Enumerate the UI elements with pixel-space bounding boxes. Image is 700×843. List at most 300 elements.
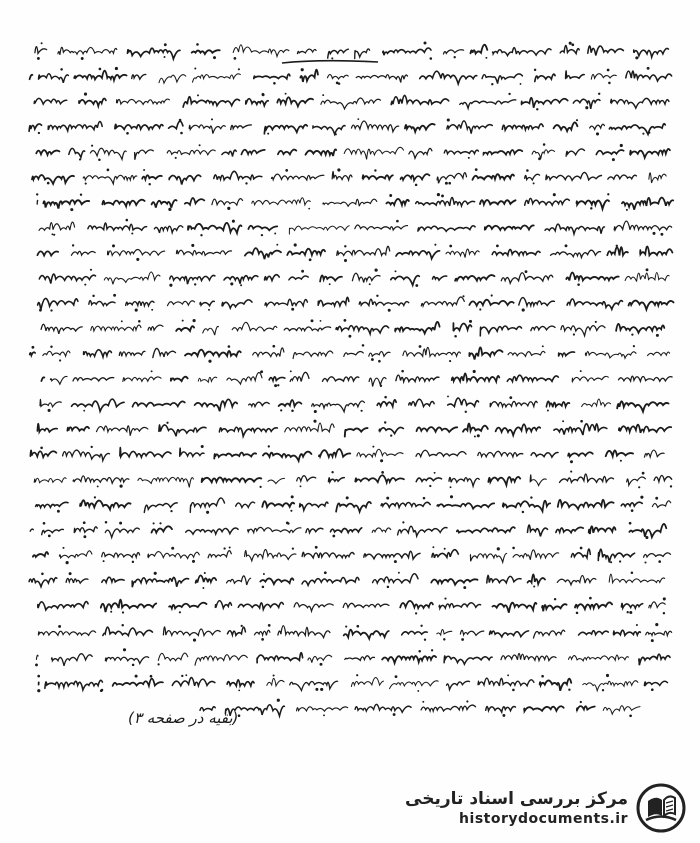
ink-dot bbox=[112, 244, 115, 247]
ink-word bbox=[30, 450, 56, 457]
ink-dot bbox=[415, 612, 417, 614]
ink-dot bbox=[126, 219, 129, 222]
ink-word bbox=[222, 150, 236, 157]
ink-dot bbox=[437, 193, 440, 196]
ink-dot bbox=[629, 522, 632, 525]
ink-dot bbox=[171, 547, 174, 550]
ink-dot bbox=[313, 420, 316, 423]
book-pages-icon bbox=[636, 783, 686, 833]
ink-dot bbox=[607, 69, 610, 72]
ink-word bbox=[228, 627, 246, 635]
ink-dot bbox=[38, 132, 40, 134]
ink-dot bbox=[417, 690, 419, 692]
ink-dot bbox=[525, 270, 528, 273]
ink-word bbox=[238, 602, 283, 609]
ink-word bbox=[313, 126, 345, 135]
ink-word bbox=[421, 297, 464, 306]
ink-word bbox=[608, 175, 637, 179]
ink-dot bbox=[655, 497, 658, 500]
ink-word bbox=[269, 377, 285, 381]
ink-word bbox=[227, 373, 262, 385]
ink-dot bbox=[175, 157, 177, 159]
ink-word bbox=[297, 476, 316, 481]
ink-word bbox=[508, 351, 545, 356]
ink-underline bbox=[282, 61, 378, 63]
ink-word bbox=[74, 527, 97, 533]
ink-dot bbox=[423, 497, 426, 500]
ink-dot bbox=[245, 182, 247, 184]
ink-word bbox=[185, 198, 205, 205]
ink-word bbox=[420, 71, 477, 84]
ink-word bbox=[433, 276, 447, 280]
ink-word bbox=[391, 276, 420, 286]
ink-dot bbox=[153, 522, 155, 524]
ink-word bbox=[598, 549, 634, 562]
ink-word bbox=[152, 200, 177, 208]
ink-dot bbox=[570, 471, 572, 473]
ink-word bbox=[532, 150, 554, 159]
ink-word bbox=[252, 198, 310, 205]
ink-word bbox=[469, 347, 502, 359]
ink-dot bbox=[509, 396, 512, 399]
ink-word bbox=[222, 300, 252, 308]
ink-word bbox=[554, 424, 607, 435]
ink-dot bbox=[290, 510, 292, 512]
ink-word bbox=[522, 98, 568, 108]
ink-dot bbox=[381, 471, 384, 474]
ink-dot bbox=[646, 268, 649, 271]
ink-dot bbox=[402, 521, 404, 523]
ink-dot bbox=[629, 611, 632, 614]
ink-word bbox=[102, 200, 144, 207]
handwritten-line bbox=[39, 219, 672, 237]
ink-word bbox=[236, 502, 255, 507]
ink-word bbox=[41, 324, 82, 334]
ink-dot bbox=[362, 344, 365, 347]
ink-dot bbox=[40, 447, 43, 450]
ink-word bbox=[614, 221, 671, 230]
ink-dot bbox=[320, 688, 323, 691]
ink-word bbox=[203, 326, 219, 335]
ink-dot bbox=[98, 159, 101, 162]
ink-word bbox=[582, 399, 611, 407]
ink-word bbox=[32, 175, 74, 184]
ink-dot bbox=[48, 409, 51, 412]
ink-dot bbox=[534, 69, 536, 71]
ink-word bbox=[254, 74, 290, 79]
ink-word bbox=[444, 656, 492, 664]
ink-dot bbox=[320, 320, 322, 322]
ink-dot bbox=[179, 119, 182, 122]
ink-dot bbox=[121, 320, 123, 322]
ink-word bbox=[437, 173, 466, 184]
ink-dot bbox=[204, 572, 206, 574]
ink-dot bbox=[576, 612, 579, 615]
ink-dot bbox=[223, 547, 225, 549]
ink-dot bbox=[543, 143, 546, 146]
ink-word bbox=[105, 528, 139, 537]
ink-dot bbox=[606, 674, 609, 677]
ink-dot bbox=[663, 597, 666, 600]
ink-dot bbox=[462, 295, 464, 297]
ink-dot bbox=[474, 436, 476, 438]
ink-dot bbox=[398, 572, 400, 574]
ink-dot bbox=[533, 585, 535, 587]
ink-word bbox=[396, 375, 439, 382]
ink-word bbox=[480, 200, 516, 204]
ink-word bbox=[630, 149, 670, 158]
ink-word bbox=[591, 74, 616, 80]
ink-dot bbox=[315, 546, 318, 549]
ink-word bbox=[344, 352, 364, 357]
ink-dot bbox=[285, 93, 287, 95]
ink-dot bbox=[533, 182, 535, 184]
ink-dot bbox=[380, 385, 382, 387]
ink-word bbox=[272, 174, 324, 180]
ink-dot bbox=[314, 410, 317, 413]
ink-word bbox=[255, 630, 270, 635]
ink-dot bbox=[308, 208, 310, 210]
ink-word bbox=[649, 602, 665, 608]
ink-dot bbox=[589, 597, 592, 600]
ink-dot bbox=[291, 495, 294, 498]
ink-word bbox=[337, 246, 390, 255]
ink-word bbox=[431, 579, 477, 585]
ink-dot bbox=[357, 118, 359, 120]
ink-word bbox=[621, 603, 642, 608]
handwritten-line bbox=[38, 623, 671, 642]
ink-word bbox=[265, 275, 280, 281]
ink-dot bbox=[422, 701, 424, 703]
ink-dot bbox=[85, 183, 87, 185]
ink-word bbox=[634, 48, 669, 57]
ink-dot bbox=[37, 57, 40, 60]
ink-dot bbox=[424, 639, 426, 641]
ink-dot bbox=[454, 335, 457, 338]
ink-dot bbox=[238, 68, 240, 70]
ink-dot bbox=[469, 320, 472, 323]
ink-word bbox=[524, 706, 564, 711]
ink-word bbox=[158, 653, 188, 661]
ink-dot bbox=[387, 586, 390, 589]
ink-dot bbox=[285, 169, 288, 172]
ink-word bbox=[409, 148, 432, 158]
ink-word bbox=[142, 175, 162, 179]
ink-word bbox=[502, 124, 543, 130]
ink-word bbox=[34, 98, 67, 104]
handwritten-line bbox=[41, 370, 672, 387]
ink-word bbox=[41, 377, 44, 381]
ink-dot bbox=[50, 309, 52, 311]
ink-dot bbox=[337, 168, 340, 171]
ink-dot bbox=[541, 675, 544, 678]
ink-word bbox=[557, 575, 596, 584]
ink-word bbox=[355, 475, 404, 482]
ink-word bbox=[90, 148, 126, 159]
ink-word bbox=[416, 198, 475, 206]
ink-dot bbox=[192, 560, 195, 563]
ink-word bbox=[186, 528, 238, 534]
ink-dot bbox=[273, 82, 276, 85]
ink-word bbox=[52, 654, 93, 666]
ink-word bbox=[306, 149, 337, 156]
ink-dot bbox=[181, 675, 183, 677]
ink-dot bbox=[640, 496, 643, 499]
ink-word bbox=[352, 121, 399, 132]
ink-word bbox=[138, 477, 194, 487]
ink-word bbox=[102, 577, 124, 582]
ink-dot bbox=[449, 360, 451, 362]
ink-dot bbox=[580, 420, 583, 423]
ink-dot bbox=[434, 244, 436, 246]
ink-dot bbox=[420, 625, 422, 627]
ink-word bbox=[418, 226, 475, 232]
ink-word bbox=[169, 175, 201, 184]
ink-word bbox=[336, 502, 371, 512]
ink-word bbox=[66, 578, 88, 583]
handwritten-line bbox=[35, 648, 670, 666]
ink-dot bbox=[619, 560, 621, 562]
ink-dot bbox=[107, 169, 110, 172]
ink-word bbox=[39, 74, 69, 83]
ink-dot bbox=[374, 169, 376, 171]
ink-dot bbox=[97, 485, 99, 487]
ink-word bbox=[88, 223, 147, 230]
ink-word bbox=[486, 706, 516, 712]
ink-word bbox=[417, 427, 458, 432]
ink-word bbox=[329, 478, 345, 482]
ink-word bbox=[382, 656, 436, 663]
ink-word bbox=[482, 74, 522, 84]
ink-word bbox=[373, 574, 418, 583]
ink-word bbox=[290, 681, 338, 690]
ink-dot bbox=[157, 663, 159, 665]
ink-word bbox=[277, 97, 313, 106]
ink-word bbox=[540, 679, 572, 691]
ink-word bbox=[471, 45, 488, 54]
ink-word bbox=[128, 48, 181, 59]
ink-word bbox=[556, 527, 583, 532]
ink-dot bbox=[522, 511, 524, 513]
ink-word bbox=[542, 604, 567, 611]
ink-word bbox=[30, 529, 33, 531]
handwritten-line bbox=[39, 268, 669, 287]
ink-word bbox=[501, 653, 556, 660]
ink-word bbox=[37, 200, 38, 204]
ink-word bbox=[83, 175, 137, 184]
ink-dot bbox=[660, 233, 663, 236]
ink-dot bbox=[461, 638, 464, 641]
ink-word bbox=[480, 326, 521, 336]
ink-word bbox=[306, 528, 323, 532]
ink-dot bbox=[60, 68, 63, 71]
ink-dot bbox=[194, 283, 196, 285]
ink-dot bbox=[607, 193, 609, 195]
ink-word bbox=[168, 301, 195, 306]
ink-dot bbox=[50, 346, 52, 348]
ink-word bbox=[245, 248, 281, 259]
ink-word bbox=[289, 226, 349, 234]
ink-word bbox=[241, 150, 264, 155]
ink-word bbox=[287, 249, 325, 255]
ink-dot bbox=[565, 244, 568, 247]
ink-dot bbox=[580, 547, 583, 550]
watermark-text bbox=[405, 788, 628, 828]
ink-dot bbox=[292, 547, 294, 549]
ink-dot bbox=[228, 345, 231, 348]
ink-word bbox=[97, 426, 148, 436]
ink-dot bbox=[361, 410, 363, 412]
ink-dot bbox=[512, 689, 515, 692]
ink-word bbox=[614, 630, 641, 635]
ink-word bbox=[351, 677, 383, 686]
ink-dot bbox=[276, 244, 278, 246]
ink-word bbox=[386, 199, 409, 205]
ink-dot bbox=[447, 118, 450, 121]
ink-dot bbox=[232, 220, 235, 223]
ink-word bbox=[492, 249, 540, 255]
ink-word bbox=[453, 323, 471, 331]
ink-dot bbox=[538, 157, 541, 160]
ink-word bbox=[30, 352, 36, 355]
ink-dot bbox=[37, 675, 40, 678]
ink-word bbox=[300, 70, 318, 82]
ink-word bbox=[248, 527, 301, 532]
ink-word bbox=[212, 199, 243, 205]
ink-dot bbox=[119, 522, 122, 525]
ink-word bbox=[260, 578, 293, 584]
ink-dot bbox=[259, 486, 261, 488]
handwritten-line bbox=[34, 93, 669, 111]
ink-word bbox=[355, 704, 411, 712]
ink-dot bbox=[526, 169, 529, 172]
ink-word bbox=[644, 681, 667, 685]
ink-dot bbox=[262, 586, 265, 589]
ink-dot bbox=[37, 689, 40, 692]
ink-word bbox=[626, 71, 672, 81]
ink-dot bbox=[324, 571, 327, 574]
handwritten-line bbox=[30, 521, 666, 539]
ink-word bbox=[58, 47, 117, 55]
ink-dot bbox=[651, 639, 654, 642]
ink-dot bbox=[154, 572, 157, 575]
ink-word bbox=[80, 500, 130, 509]
ink-dot bbox=[642, 133, 644, 135]
ink-dot bbox=[485, 57, 487, 59]
ink-word bbox=[645, 450, 665, 457]
ink-dot bbox=[573, 333, 575, 335]
ink-word bbox=[40, 399, 61, 406]
ink-word bbox=[249, 402, 270, 406]
ink-dot bbox=[670, 485, 672, 487]
handwritten-line bbox=[35, 42, 669, 60]
ink-word bbox=[192, 50, 220, 54]
ink-dot bbox=[274, 384, 277, 387]
ink-word bbox=[490, 401, 537, 407]
ink-word bbox=[485, 225, 534, 229]
ink-word bbox=[530, 475, 546, 486]
ink-dot bbox=[658, 560, 661, 563]
ink-word bbox=[219, 427, 277, 436]
ink-dot bbox=[166, 422, 168, 424]
ink-word bbox=[323, 377, 359, 382]
ink-dot bbox=[35, 663, 38, 666]
ink-dot bbox=[263, 573, 265, 575]
ink-dot bbox=[331, 471, 333, 473]
ink-dot bbox=[598, 93, 600, 95]
ink-dot bbox=[48, 535, 51, 538]
ink-dot bbox=[185, 674, 187, 676]
ink-word bbox=[654, 475, 672, 481]
ink-dot bbox=[444, 548, 446, 550]
ink-dot bbox=[386, 497, 389, 500]
handwritten-line bbox=[40, 395, 669, 413]
ink-dot bbox=[121, 624, 123, 626]
ink-dot bbox=[656, 334, 659, 337]
ink-word bbox=[463, 424, 488, 432]
archive-watermark bbox=[405, 783, 686, 833]
ink-dot bbox=[202, 587, 204, 589]
ink-word bbox=[579, 631, 609, 635]
ink-word bbox=[469, 300, 513, 306]
ink-dot bbox=[159, 522, 161, 524]
ink-dot bbox=[261, 234, 263, 236]
ink-dot bbox=[636, 624, 638, 626]
ink-dot bbox=[196, 43, 199, 46]
ink-dot bbox=[39, 309, 42, 312]
ink-word bbox=[196, 575, 217, 583]
ink-dot bbox=[83, 410, 85, 412]
ink-dot bbox=[378, 360, 381, 363]
ink-word bbox=[253, 348, 284, 357]
ink-word bbox=[323, 199, 377, 206]
ink-word bbox=[444, 150, 478, 154]
ink-dot bbox=[647, 67, 650, 70]
ink-word bbox=[232, 322, 277, 331]
ink-word bbox=[332, 172, 352, 180]
ink-dot bbox=[570, 460, 573, 463]
ink-dot bbox=[322, 94, 324, 96]
handwritten-line bbox=[34, 471, 672, 489]
ink-word bbox=[478, 678, 534, 686]
ink-word bbox=[554, 122, 578, 131]
ink-word bbox=[355, 49, 370, 59]
ink-word bbox=[117, 99, 170, 104]
ink-word bbox=[319, 449, 350, 457]
ink-dot bbox=[653, 232, 656, 235]
ink-dot bbox=[389, 194, 392, 197]
ink-dot bbox=[126, 132, 129, 135]
ink-word bbox=[290, 372, 309, 381]
ink-word bbox=[531, 326, 555, 331]
ink-word bbox=[328, 75, 349, 79]
ink-word bbox=[268, 478, 284, 483]
ink-dot bbox=[103, 560, 105, 562]
ink-word bbox=[364, 551, 420, 559]
ink-word bbox=[148, 325, 163, 330]
ink-word bbox=[359, 299, 409, 305]
ink-dot bbox=[415, 284, 418, 287]
ink-word bbox=[357, 449, 403, 457]
ink-dot bbox=[590, 207, 592, 209]
ink-dot bbox=[169, 284, 172, 287]
ink-word bbox=[607, 247, 628, 255]
ink-dot bbox=[596, 132, 599, 135]
ink-word bbox=[190, 498, 224, 512]
handwritten-line bbox=[32, 168, 666, 186]
ink-dot bbox=[445, 182, 448, 185]
ink-word bbox=[649, 173, 666, 183]
